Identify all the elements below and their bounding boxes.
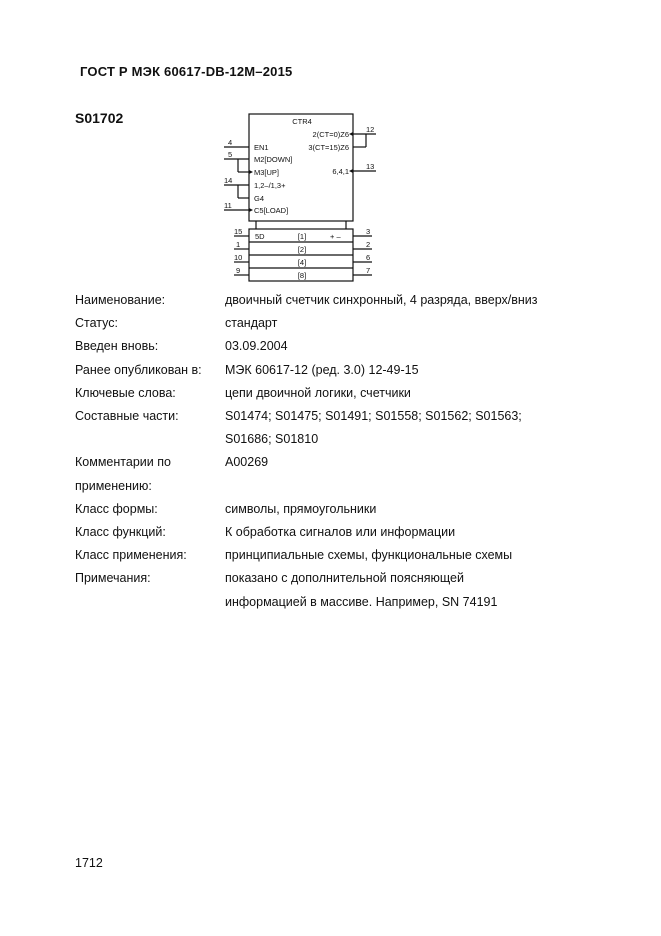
property-row — [75, 405, 615, 451]
input-label: 1,2–/1,3+ — [254, 181, 286, 190]
pin-number: 2 — [366, 240, 371, 249]
property-value — [225, 521, 615, 544]
property-value — [225, 567, 615, 613]
value-line: информацией в массиве. Например, SN 74191 — [225, 594, 498, 609]
value-line: цепи двоичной логики, счетчики — [225, 385, 411, 400]
property-label: Класс применения: — [75, 548, 187, 563]
property-row — [75, 451, 615, 497]
pin-number: 6 — [366, 253, 371, 262]
property-label: Комментарии по применению: — [75, 455, 171, 493]
block-title: CTR4 — [292, 117, 312, 126]
value-line: показано с дополнительной поясняющей — [225, 571, 464, 586]
value-line: символы, прямоугольники — [225, 501, 377, 516]
property-label: Составные части: — [75, 409, 179, 424]
document-header: ГОСТ Р МЭК 60617-DB-12М–2015 — [80, 64, 293, 79]
output-label: 2(CT=0)Z6 — [312, 130, 349, 139]
value-line: стандарт — [225, 316, 278, 331]
value-line: S01474; S01475; S01491; S01558; S01562; S01563; — [225, 409, 522, 424]
property-value — [225, 289, 615, 312]
input-label: EN1 — [254, 143, 269, 152]
pin-number: 10 — [234, 253, 243, 262]
pin-number: 15 — [234, 227, 243, 236]
property-row — [75, 335, 615, 358]
value-line: К обработка сигналов или информации — [225, 525, 456, 540]
property-label: Наименование: — [75, 293, 166, 307]
pin-number: 1 — [236, 240, 241, 249]
property-label: Примечания: — [75, 571, 151, 586]
input-label: M2[DOWN] — [254, 155, 293, 164]
property-value — [225, 359, 615, 382]
property-row — [75, 544, 615, 567]
bit-label: [8] — [297, 271, 307, 280]
property-value — [225, 405, 615, 451]
pin-number: 13 — [366, 162, 375, 171]
properties-table — [75, 289, 615, 614]
property-value — [225, 451, 615, 497]
plus-minus-label: + – — [330, 232, 341, 241]
property-label: Ранее опубликован в: — [75, 362, 202, 377]
property-value — [225, 544, 615, 567]
value-line: A00269 — [225, 455, 269, 470]
property-row — [75, 521, 615, 544]
bit-label: [2] — [297, 245, 307, 254]
property-row — [75, 359, 615, 382]
pin-number: 4 — [228, 138, 233, 147]
symbol-code: S01702 — [75, 110, 124, 126]
property-label: Класс формы: — [75, 501, 158, 516]
value-line: принципиальные схемы, функциональные схемы — [225, 548, 513, 563]
bit-label-5d: 5D — [255, 232, 265, 241]
bit-label: [1] — [297, 232, 307, 241]
pin-number: 9 — [236, 266, 241, 275]
property-row — [75, 498, 615, 521]
property-row — [75, 289, 615, 312]
value-line: МЭК 60617-12 (ред. 3.0) 12-49-15 — [225, 362, 419, 377]
pin-number: 3 — [366, 227, 371, 236]
pin-number: 5 — [228, 150, 233, 159]
property-value — [225, 382, 615, 405]
property-value — [225, 312, 615, 335]
input-label: G4 — [254, 194, 265, 203]
pin-number: 12 — [366, 125, 375, 134]
property-value — [225, 498, 615, 521]
pin-number: 14 — [224, 176, 233, 185]
property-label: Введен вновь: — [75, 339, 159, 354]
property-row — [75, 312, 615, 335]
pin-number: 7 — [366, 266, 371, 275]
property-row — [75, 382, 615, 405]
value-line: двоичный счетчик синхронный, 4 разряда, вверх/вниз — [225, 293, 538, 307]
property-value — [225, 335, 615, 358]
value-line: 03.09.2004 — [225, 339, 288, 354]
bit-label: [4] — [297, 258, 307, 267]
counter-symbol-diagram — [216, 112, 386, 288]
page-number: 1712 — [75, 856, 103, 870]
property-label: Класс функций: — [75, 525, 166, 540]
pin-number: 11 — [224, 201, 232, 210]
value-line: S01686; S01810 — [225, 432, 319, 447]
output-label: 3(CT=15)Z6 — [308, 143, 349, 152]
output-label: 6,4,1 — [332, 167, 349, 176]
input-label: C5[LOAD] — [254, 206, 289, 215]
property-label: Статус: — [75, 316, 118, 331]
property-row — [75, 567, 615, 613]
property-label: Ключевые слова: — [75, 385, 176, 400]
input-label: M3[UP] — [254, 168, 280, 177]
